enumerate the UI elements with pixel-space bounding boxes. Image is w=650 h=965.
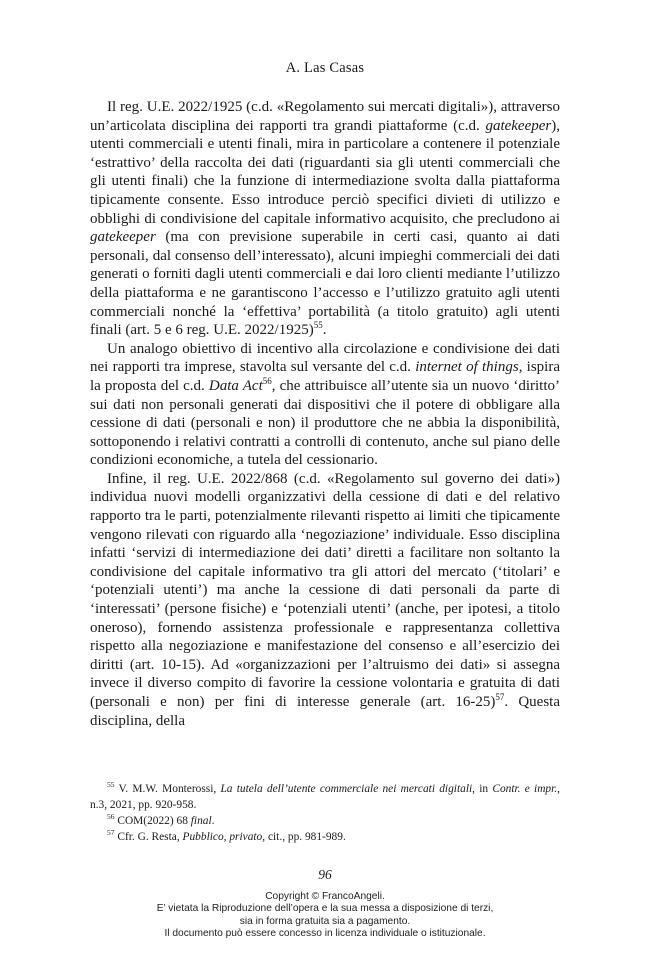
footnotes	[90, 781, 560, 845]
footnote	[90, 813, 560, 829]
copyright-line: E’ vietata la Riproduzione dell’opera e la sua messa a disposizione di terzi,	[156, 903, 494, 915]
text-run: Cfr. G. Resta,	[114, 831, 183, 843]
footnote	[90, 781, 560, 813]
footnote-ref: 55	[313, 320, 323, 331]
italic-text: Pubblico, privato	[182, 831, 263, 843]
text-run: .	[322, 322, 327, 339]
italic-text: Data Act	[208, 377, 263, 394]
italic-text: internet of things	[415, 359, 519, 376]
footnote-ref: 56	[107, 812, 115, 822]
text-run: Un analogo obiettivo di incentivo alla circolazione e condivisione dei dati nei rapporti tra imprese, stavolta sul versante del c.d.	[90, 340, 560, 376]
text-run: Infine, il reg. U.E. 2022/868 (c.d. «Regolamento sul governo dei dati») individua nuovi modelli organizzativi della cessione di dati e del relativo rapporto tra le parti, potenzialmente rilevanti rispetto ai limiti che tipicamente vengono rilevati con riguardo alla ‘negoziazione’ individuale. Esso disciplina infatti ‘servizi di intermediazione dei dati’ diretti a facilitare non soltanto la condivisione del capitale informativo tra gli attori del mercato (‘titolari’ e ‘potenziali utenti’) ma anche la cessione di dati personali da parte di ‘interessati’ (persone fisiche) e ‘potenziali utenti’ (anche, per ipotesi, a titolo oneroso), fornendo assistenza professionale e rappresentanza collettiva rispetto alla negoziazione e manifestazione del consenso e all’esercizio dei diritti (art. 10-15). Ad «organizzazioni per l’altruismo dei dati» si assegna invece il diverso compito di favorire la cessione volontaria e gratuita di dati (personali e non) per fini di interesse generale (art. 16-25)	[90, 470, 560, 710]
footnote-ref: 56	[262, 375, 272, 386]
footnote-ref: 55	[107, 780, 115, 790]
text-run: , n.3, 2021, pp. 920-958.	[90, 783, 560, 811]
body-paragraph	[90, 340, 560, 470]
footnote-ref: 57	[107, 828, 115, 838]
text-run: COM(2022) 68	[114, 815, 191, 827]
copyright-notice	[0, 891, 650, 941]
text-run: .	[211, 815, 215, 827]
text-run: . Questa disciplina, della	[90, 694, 561, 729]
running-header: A. Las Casas	[285, 60, 365, 76]
page-number: 96	[318, 867, 332, 882]
text-run: , ispira la proposta del c.d.	[90, 359, 561, 394]
copyright-line: sia in forma gratuita sia a pagamento.	[239, 915, 411, 927]
italic-text: Contr. e impr.	[492, 783, 558, 795]
text-run: , cit., pp. 981-989.	[262, 831, 346, 843]
footnote-ref: 57	[495, 692, 505, 702]
text-run: (ma con previsione superabile in certi casi, quanto ai dati personali, dal consenso dell’interessato), alcuni impieghi commerciali dei dati generati o forniti dagli utenti commerciali e dai loro clienti mediante l’utilizzo della piattaforma e ne garantiscono l’accesso e l’utilizzo gratuito agli utenti commerciali nonché la ‘effettiva’ portabilità (a titolo gratuito) agli utenti finali (art. 5 e 6 reg. U.E. 2022/1925)	[90, 229, 560, 339]
text-run: Il reg. U.E. 2022/1925 (c.d. «Regolamento sui mercati digitali»), attraverso un’articolata disciplina dei rapporti tra grandi piattaforme (c.d.	[90, 99, 560, 134]
italic-text: final	[190, 815, 212, 827]
body-paragraph	[90, 470, 560, 730]
text-run: , che attribuisce all’utente sia un nuovo ‘diritto’ sui dati non personali generati dai dispositivi che il potere di obbligare alla cessione di dati (personali e non) il produttore che ne abbia la disponibilità, sottoponendo i relativi contratti a controlli di contenuto, anche sul piano delle condizioni economiche, a tutela del cessionario.	[90, 377, 560, 469]
text-run: V. M.W. Monterossi,	[114, 783, 221, 795]
italic-text: gatekeeper	[90, 229, 156, 246]
text-run: ), utenti commerciali e utenti finali, mira in particolare a contenere il potenziale ‘estrattivo’ della raccolta dei dati (riguardanti sia gli utenti commerciali che gli utenti finali) che la funzione di intermediazione svolta dalla piattaforma tipicamente consente. Esso introduce perciò specifici divieti di utilizzo e obblighi di condivisione del capitale informativo acquisito, che precludono ai	[90, 117, 560, 227]
copyright-line: Il documento può essere concesso in licenza individuale o istituzionale.	[164, 928, 486, 940]
copyright-line: Copyright © FrancoAngeli.	[265, 891, 385, 902]
footnote	[90, 829, 560, 845]
italic-text: gatekeeper	[485, 117, 552, 134]
italic-text: La tutela dell’utente commerciale nei mercati digitali	[220, 783, 473, 795]
body-text	[90, 98, 560, 730]
text-run: , in	[472, 783, 493, 795]
body-paragraph	[90, 98, 560, 340]
